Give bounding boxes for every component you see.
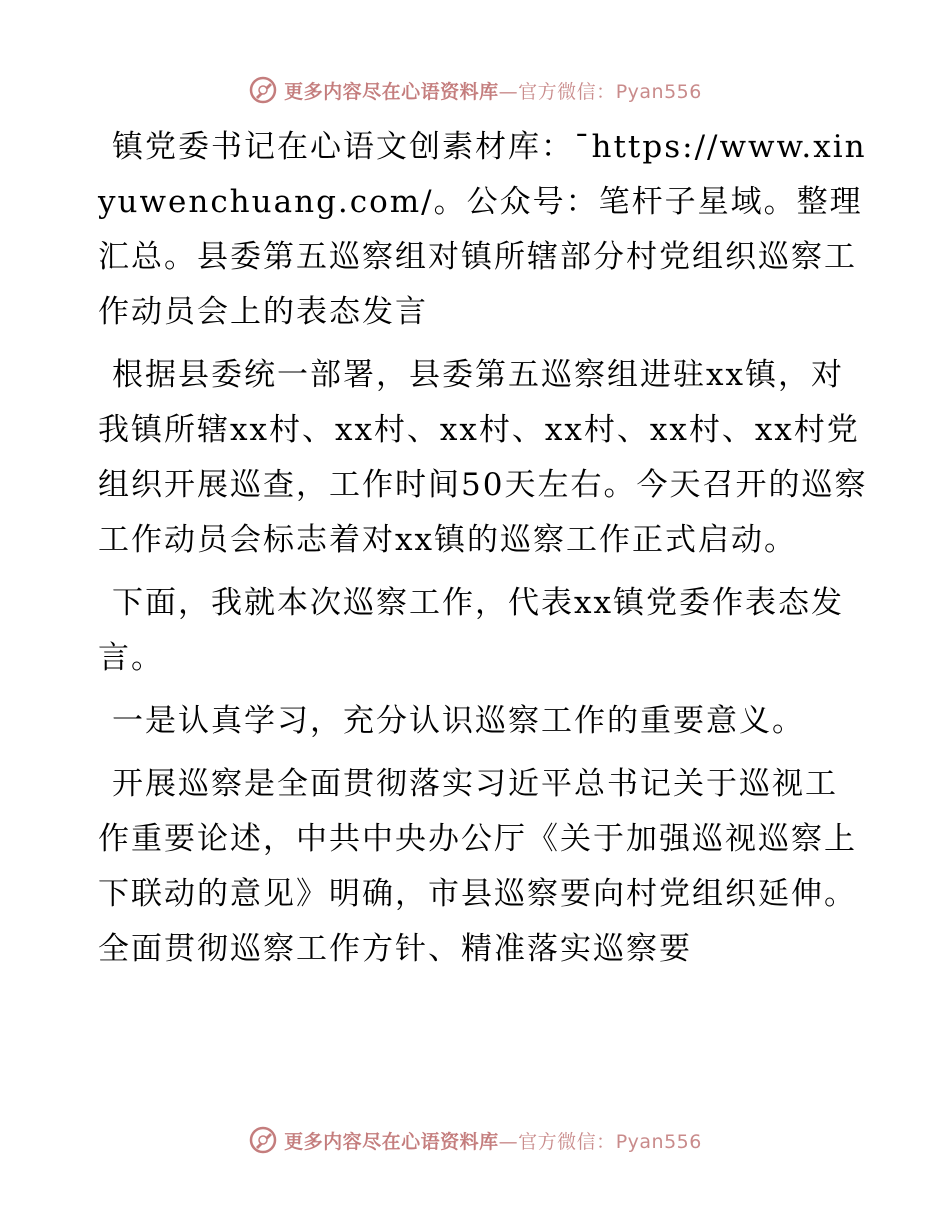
watermark-brand: 更多内容尽在心语资料库 [284,1130,499,1153]
watermark-wechat-id: Pyan556 [615,80,702,103]
watermark-wechat-label: 官方微信： [518,80,616,103]
watermark-brand: 更多内容尽在心语资料库 [284,80,499,103]
watermark-text [284,1127,702,1154]
watermark-text [284,77,702,104]
paragraph-body: 开展巡察是全面贯彻落实习近平总书记关于巡视工作重要论述，中共中央办公厅《关于加强巡视巡察上下联动的意见》明确，市县巡察要向村党组织延伸。全面贯彻巡察工作方针、精准落实巡察要 [98,766,857,967]
quill-logo-icon [248,1125,278,1155]
document-body [98,120,868,985]
paragraph-intro: 根据县委统一部署，县委第五巡察组进驻xx镇，对我镇所辖xx村、xx村、xx村、xx村、xx村、xx村党组织开展巡查，工作时间50天左右。今天召开的巡察工作动员会标志着对xx镇的巡察工作正式启动。 [98,357,868,558]
header-watermark [0,70,950,110]
paragraph-statement: 下面，我就本次巡察工作，代表xx镇党委作表态发言。 [98,585,844,676]
watermark-wechat-id: Pyan556 [615,1130,702,1153]
watermark-wechat-label: 官方微信： [518,1130,616,1153]
paragraph-title: 镇党委书记在心语文创素材库：¯https://www.xinyuwenchuang.com/。公众号：笔杆子星域。整理汇总。县委第五巡察组对镇所辖部分村党组织巡察工作动员会上的表态发言 [98,129,867,330]
watermark-separator: — [498,80,519,103]
footer-watermark [0,1120,950,1160]
watermark-separator: — [498,1130,519,1153]
quill-logo-icon [248,75,278,105]
paragraph-point-one: 一是认真学习，充分认识巡察工作的重要意义。 [112,703,805,739]
